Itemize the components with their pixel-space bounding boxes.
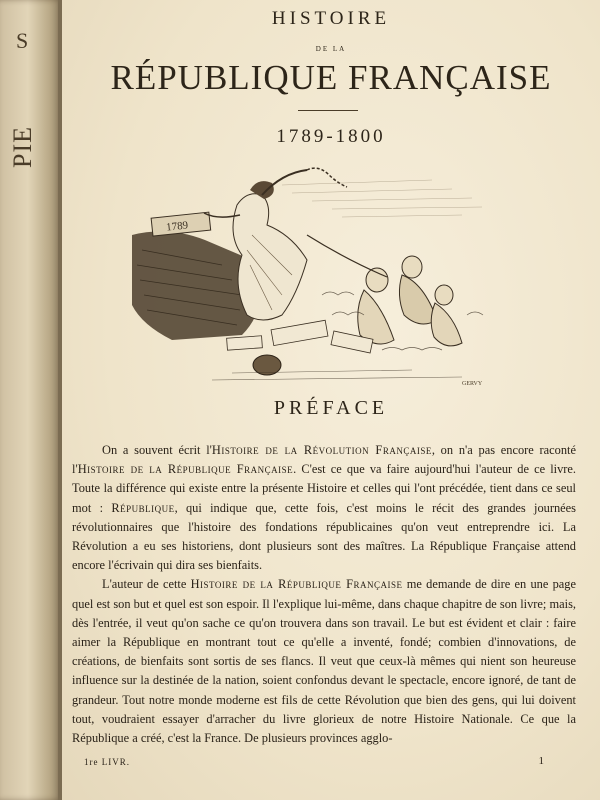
engraving-vignette [132, 165, 522, 390]
footer-livraison: 1re LIVR. [84, 757, 130, 767]
p2-text-2: me demande de dire en une page quel est son but et quel est son espoir. Il l'explique lui-même, dans chaque chapitre de son livre; mais, dès l'entrée, il veut qu'on sache ce qu'on trouvera dans son travail. Le but est évident et clair : faire aimer la République en montrant tout ce qu'elle a inventé, fondé; combien d'innovations, de créations, de bienfaits sont sortis de ses flancs. Il veut que ceux-là mêmes qui nient son heureuse influence sur la destinée de la nation, soient confondus devant le spectacle, encore ignoré, de tant de grandeur. Tout notre monde moderne est fils de cette Révolution que bien des gens, qui lui doivent tout, voudraient essayer d'arracher du livre glorieux de notre Histoire Nationale. Ce que la République a créé, c'est la France. De plusieurs provinces agglo- [72, 577, 577, 746]
preface-paragraph-1 [72, 441, 576, 575]
p2-title-republique: Histoire de la République Française [190, 577, 403, 592]
title-republique-francaise: RÉPUBLIQUE FRANÇAISE [110, 58, 552, 97]
preface-body [72, 441, 576, 748]
title-rule [298, 110, 358, 111]
book-page [62, 0, 600, 800]
preface-title: PRÉFACE [273, 397, 389, 419]
p1-text-1: On a souvent écrit l' [102, 443, 212, 457]
title-de-la: DE LA [315, 45, 347, 53]
vignette-signature: GERVY [462, 381, 483, 387]
preface-paragraph-2 [72, 575, 576, 748]
vignette-banner-text: 1789 [165, 219, 189, 234]
title-histoire: HISTOIRE [271, 8, 391, 29]
book-spine [0, 0, 62, 800]
p1-text-3: . C'est ce que va faire aujourd'hui l'auteur de ce livre. Toute la différence qui existe entre la présente Histoire et celles qui l'ont précédée, tient dans ce seul mot : [72, 462, 576, 515]
p1-title-revolution: Histoire de la Révolution Française [211, 443, 432, 457]
p1-text-2: , on n'a pas encore raconté l' [72, 443, 576, 477]
p1-title-republique: Histoire de la République Française [77, 462, 294, 477]
p1-text-4: , qui indique que, cette fois, c'est moins le récit des grandes journées révolutionnaires que l'histoire des fondations républicaines qu'on veut entreprendre ici. La Révolution a eu ses historiens, dont plusieurs sont des maîtres. La République Française attend encore l'écrivain qui dira ses bienfaits. [72, 500, 576, 573]
p2-text-1: L'auteur de cette [102, 577, 191, 592]
page-number: 1 [538, 755, 544, 767]
p1-word-republique: République [111, 500, 175, 515]
title-years: 1789-1800 [276, 126, 386, 147]
spine-text-top: S [16, 28, 30, 53]
spine-text-mid: PIE [8, 126, 37, 168]
